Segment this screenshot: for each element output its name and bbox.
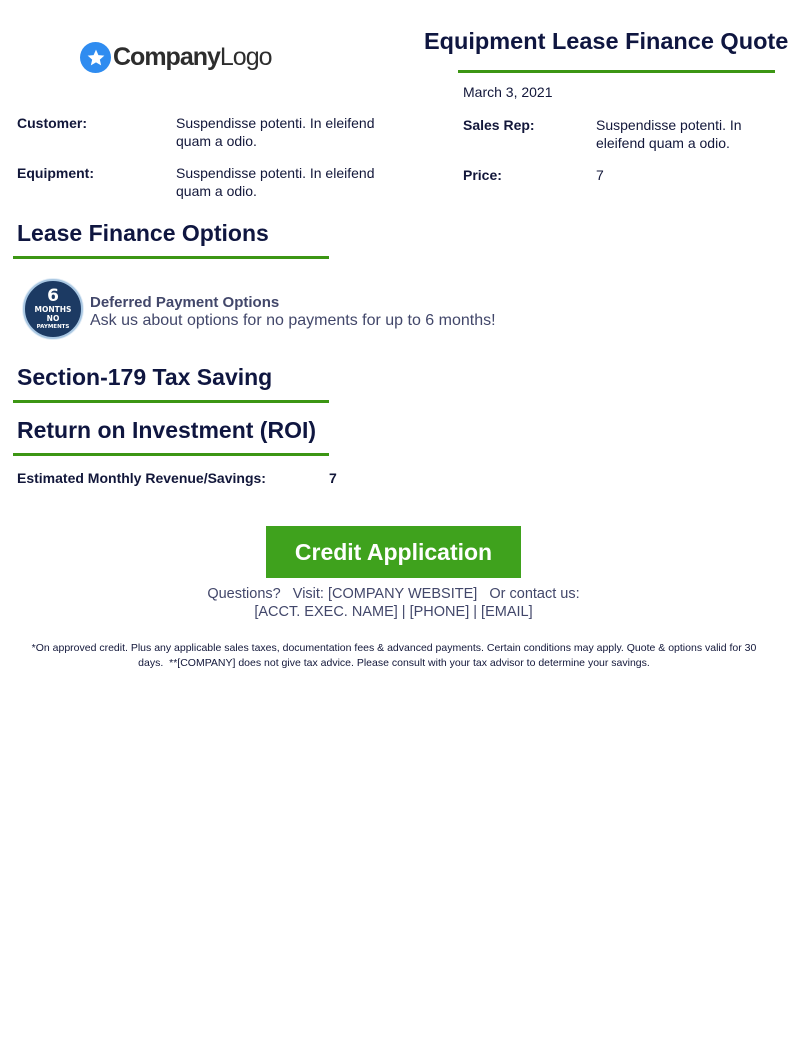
- quote-date: March 3, 2021: [463, 84, 553, 100]
- badge-line1: MONTHS: [34, 304, 72, 314]
- company-logo: [80, 42, 272, 73]
- roi-heading: Return on Investment (ROI): [17, 417, 317, 443]
- logo-text-light: Logo: [219, 43, 272, 71]
- equipment-label: Equipment:: [17, 165, 94, 181]
- credit-application-button[interactable]: Credit Application: [266, 526, 521, 578]
- badge-line3: PAYMENTS: [36, 323, 70, 330]
- roi-divider: [13, 453, 329, 456]
- six-months-no-payments-badge: [23, 279, 83, 339]
- title-divider: [458, 70, 775, 73]
- disclaimer: *On approved credit. Plus any applicable sales taxes, documentation fees & advanced payments. Certain conditions may apply. Quote & options valid for 30 days. **[COMPANY] does not give tax advice. Please consult with your tax advisor to determine your savings.: [31, 642, 760, 669]
- deferred-payment-title: Deferred Payment Options: [90, 294, 280, 311]
- tax-saving-heading: Section-179 Tax Saving: [17, 364, 273, 390]
- logo-wordmark: [113, 43, 272, 72]
- roi-label: Estimated Monthly Revenue/Savings:: [17, 470, 266, 486]
- customer-value: Suspendisse potenti. In eleifend quam a odio.: [176, 115, 375, 149]
- price-label: Price:: [463, 167, 502, 183]
- badge-number: 6: [47, 285, 59, 306]
- lease-options-heading: Lease Finance Options: [17, 220, 269, 246]
- star-icon: [80, 42, 111, 73]
- tax-saving-divider: [13, 400, 329, 403]
- contact-line-2: [ACCT. EXEC. NAME] | [PHONE] | [EMAIL]: [254, 604, 533, 620]
- deferred-payment-text: Ask us about options for no payments for up to 6 months!: [90, 312, 496, 329]
- logo-text-bold: Company: [113, 43, 220, 71]
- customer-label: Customer:: [17, 115, 88, 131]
- page-title: Equipment Lease Finance Quote: [424, 28, 789, 54]
- lease-options-divider: [13, 256, 329, 259]
- contact-line-1: Questions? Visit: [COMPANY WEBSITE] Or contact us:: [207, 586, 580, 602]
- roi-value: 7: [329, 470, 337, 486]
- sales-rep-label: Sales Rep:: [463, 117, 535, 133]
- sales-rep-value: Suspendisse potenti. In eleifend quam a odio.: [596, 117, 742, 151]
- badge-line2: NO: [46, 314, 60, 324]
- price-value: 7: [596, 167, 604, 183]
- equipment-value: Suspendisse potenti. In eleifend quam a odio.: [176, 165, 375, 199]
